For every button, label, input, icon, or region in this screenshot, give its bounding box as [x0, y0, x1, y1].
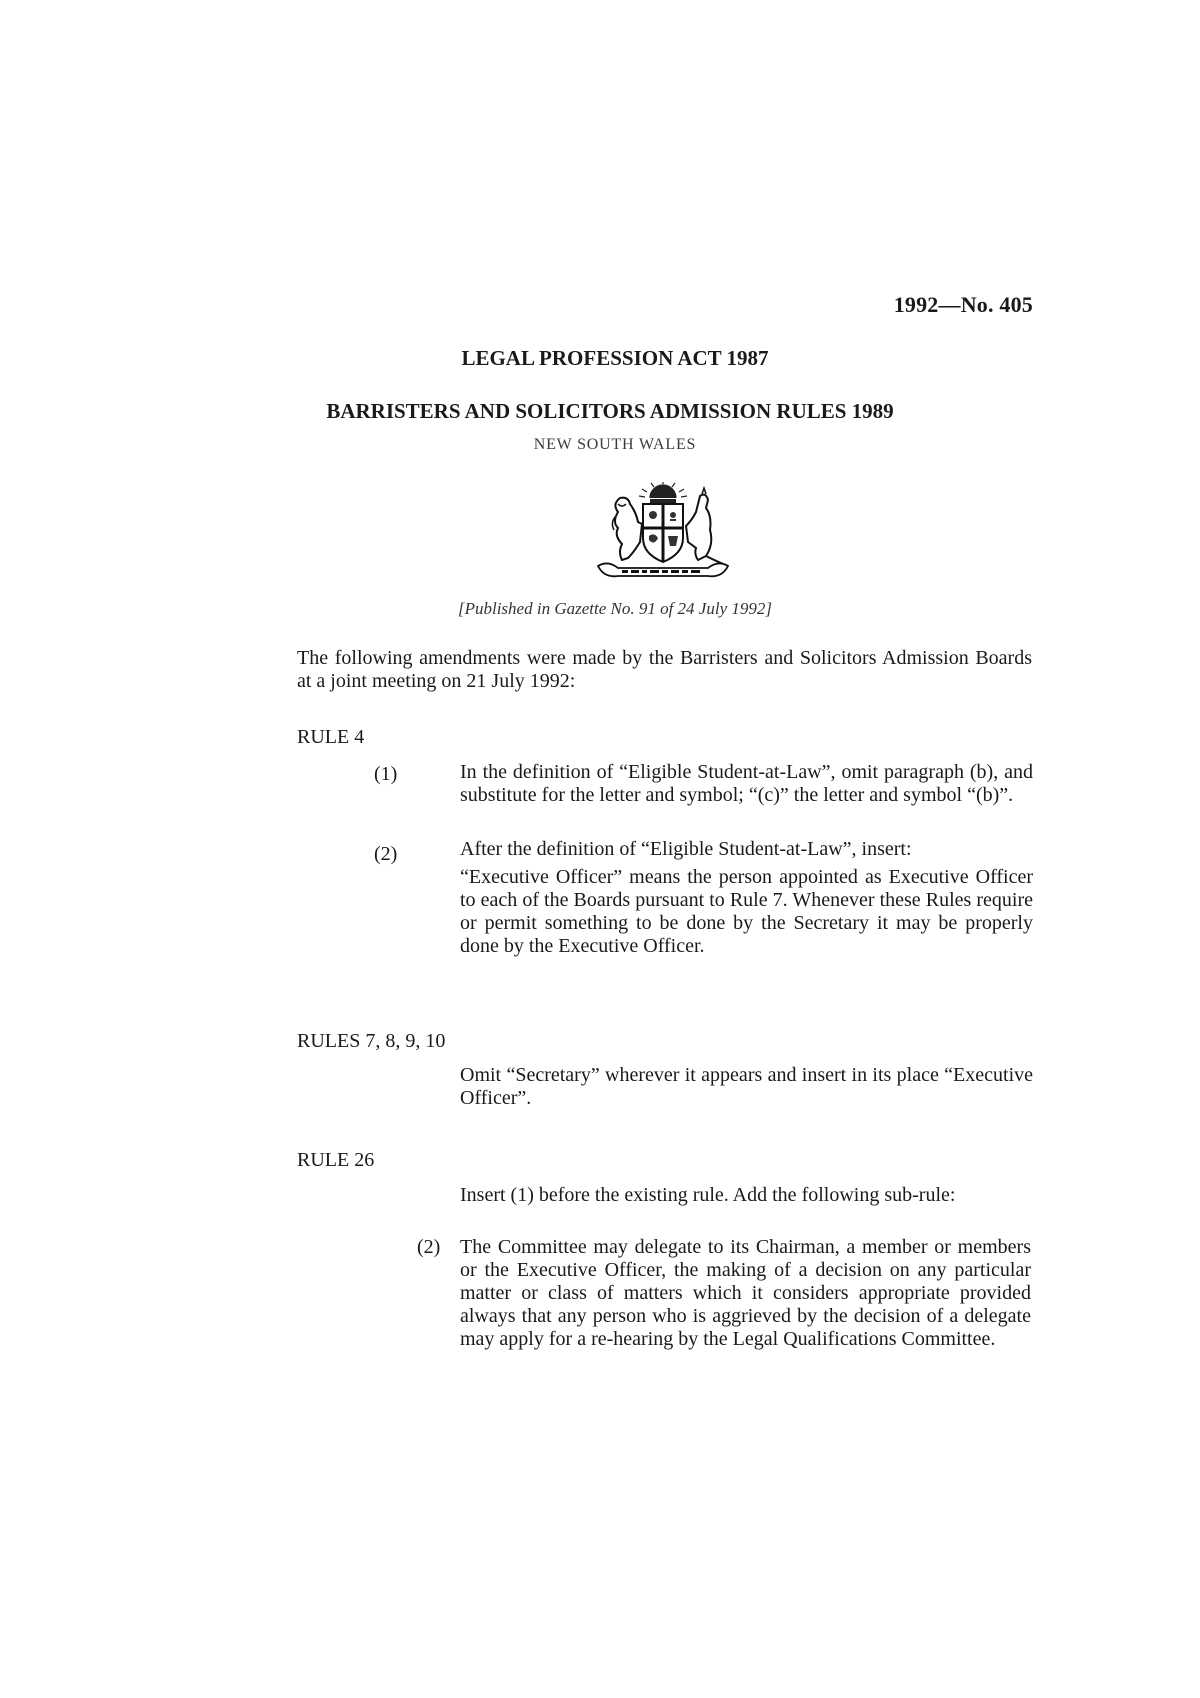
- rule-4-item-1-text: In the definition of “Eligible Student-at-Law”, omit paragraph (b), and substitute for the letter and symbol; “(c)” the letter and symbol “(b)”.: [460, 761, 1033, 806]
- rule-26-subrule-2-text: The Committee may delegate to its Chairman, a member or members or the Executive Officer, the making of a decision on any particular matter or class of matters which it considers appropriate provided always that any person who is aggrieved by the decision of a delegate may apply for a re-hearing by the Legal Qualifications Committee.: [460, 1236, 1031, 1350]
- gazette-reference: [Published in Gazette No. 91 of 24 July 1992]: [457, 599, 772, 618]
- rules-title: BARRISTERS AND SOLICITORS ADMISSION RULES 1989: [326, 399, 894, 423]
- rules-7-10-text: Omit “Secretary” wherever it appears and insert in its place “Executive Officer”.: [460, 1064, 1033, 1109]
- rule-26-text: Insert (1) before the existing rule. Add the following sub-rule:: [460, 1184, 956, 1206]
- rule-26-subrule-2: [417, 1236, 1033, 1351]
- jurisdiction-label: NEW SOUTH WALES: [533, 436, 697, 453]
- document-number: 1992—No. 405: [893, 292, 1033, 317]
- rule-4-item-1-number: (1): [374, 763, 398, 785]
- rule-4-heading: RULE 4: [297, 726, 365, 748]
- rule-4-item-2-number: (2): [374, 843, 398, 865]
- rule-4-item-2-definition: “Executive Officer” means the person appointed as Executive Officer to each of the Boards pursuant to Rule 7. Whenever these Rules require or permit something to be done by the Secretary it may be properly done by the Executive Officer.: [460, 866, 1033, 957]
- act-title: LEGAL PROFESSION ACT 1987: [461, 346, 769, 370]
- rule-26-heading: RULE 26: [297, 1149, 375, 1171]
- nsw-coat-of-arms-icon: [588, 482, 738, 582]
- rules-7-10-heading: RULES 7, 8, 9, 10: [297, 1030, 446, 1052]
- rule-4-item-2-text: After the definition of “Eligible Student-at-Law”, insert:: [460, 838, 912, 860]
- intro-paragraph: The following amendments were made by the Barristers and Solicitors Admission Boards at a joint meeting on 21 July 1992:: [297, 647, 1032, 692]
- rule-26-subrule-2-number: (2): [417, 1236, 441, 1258]
